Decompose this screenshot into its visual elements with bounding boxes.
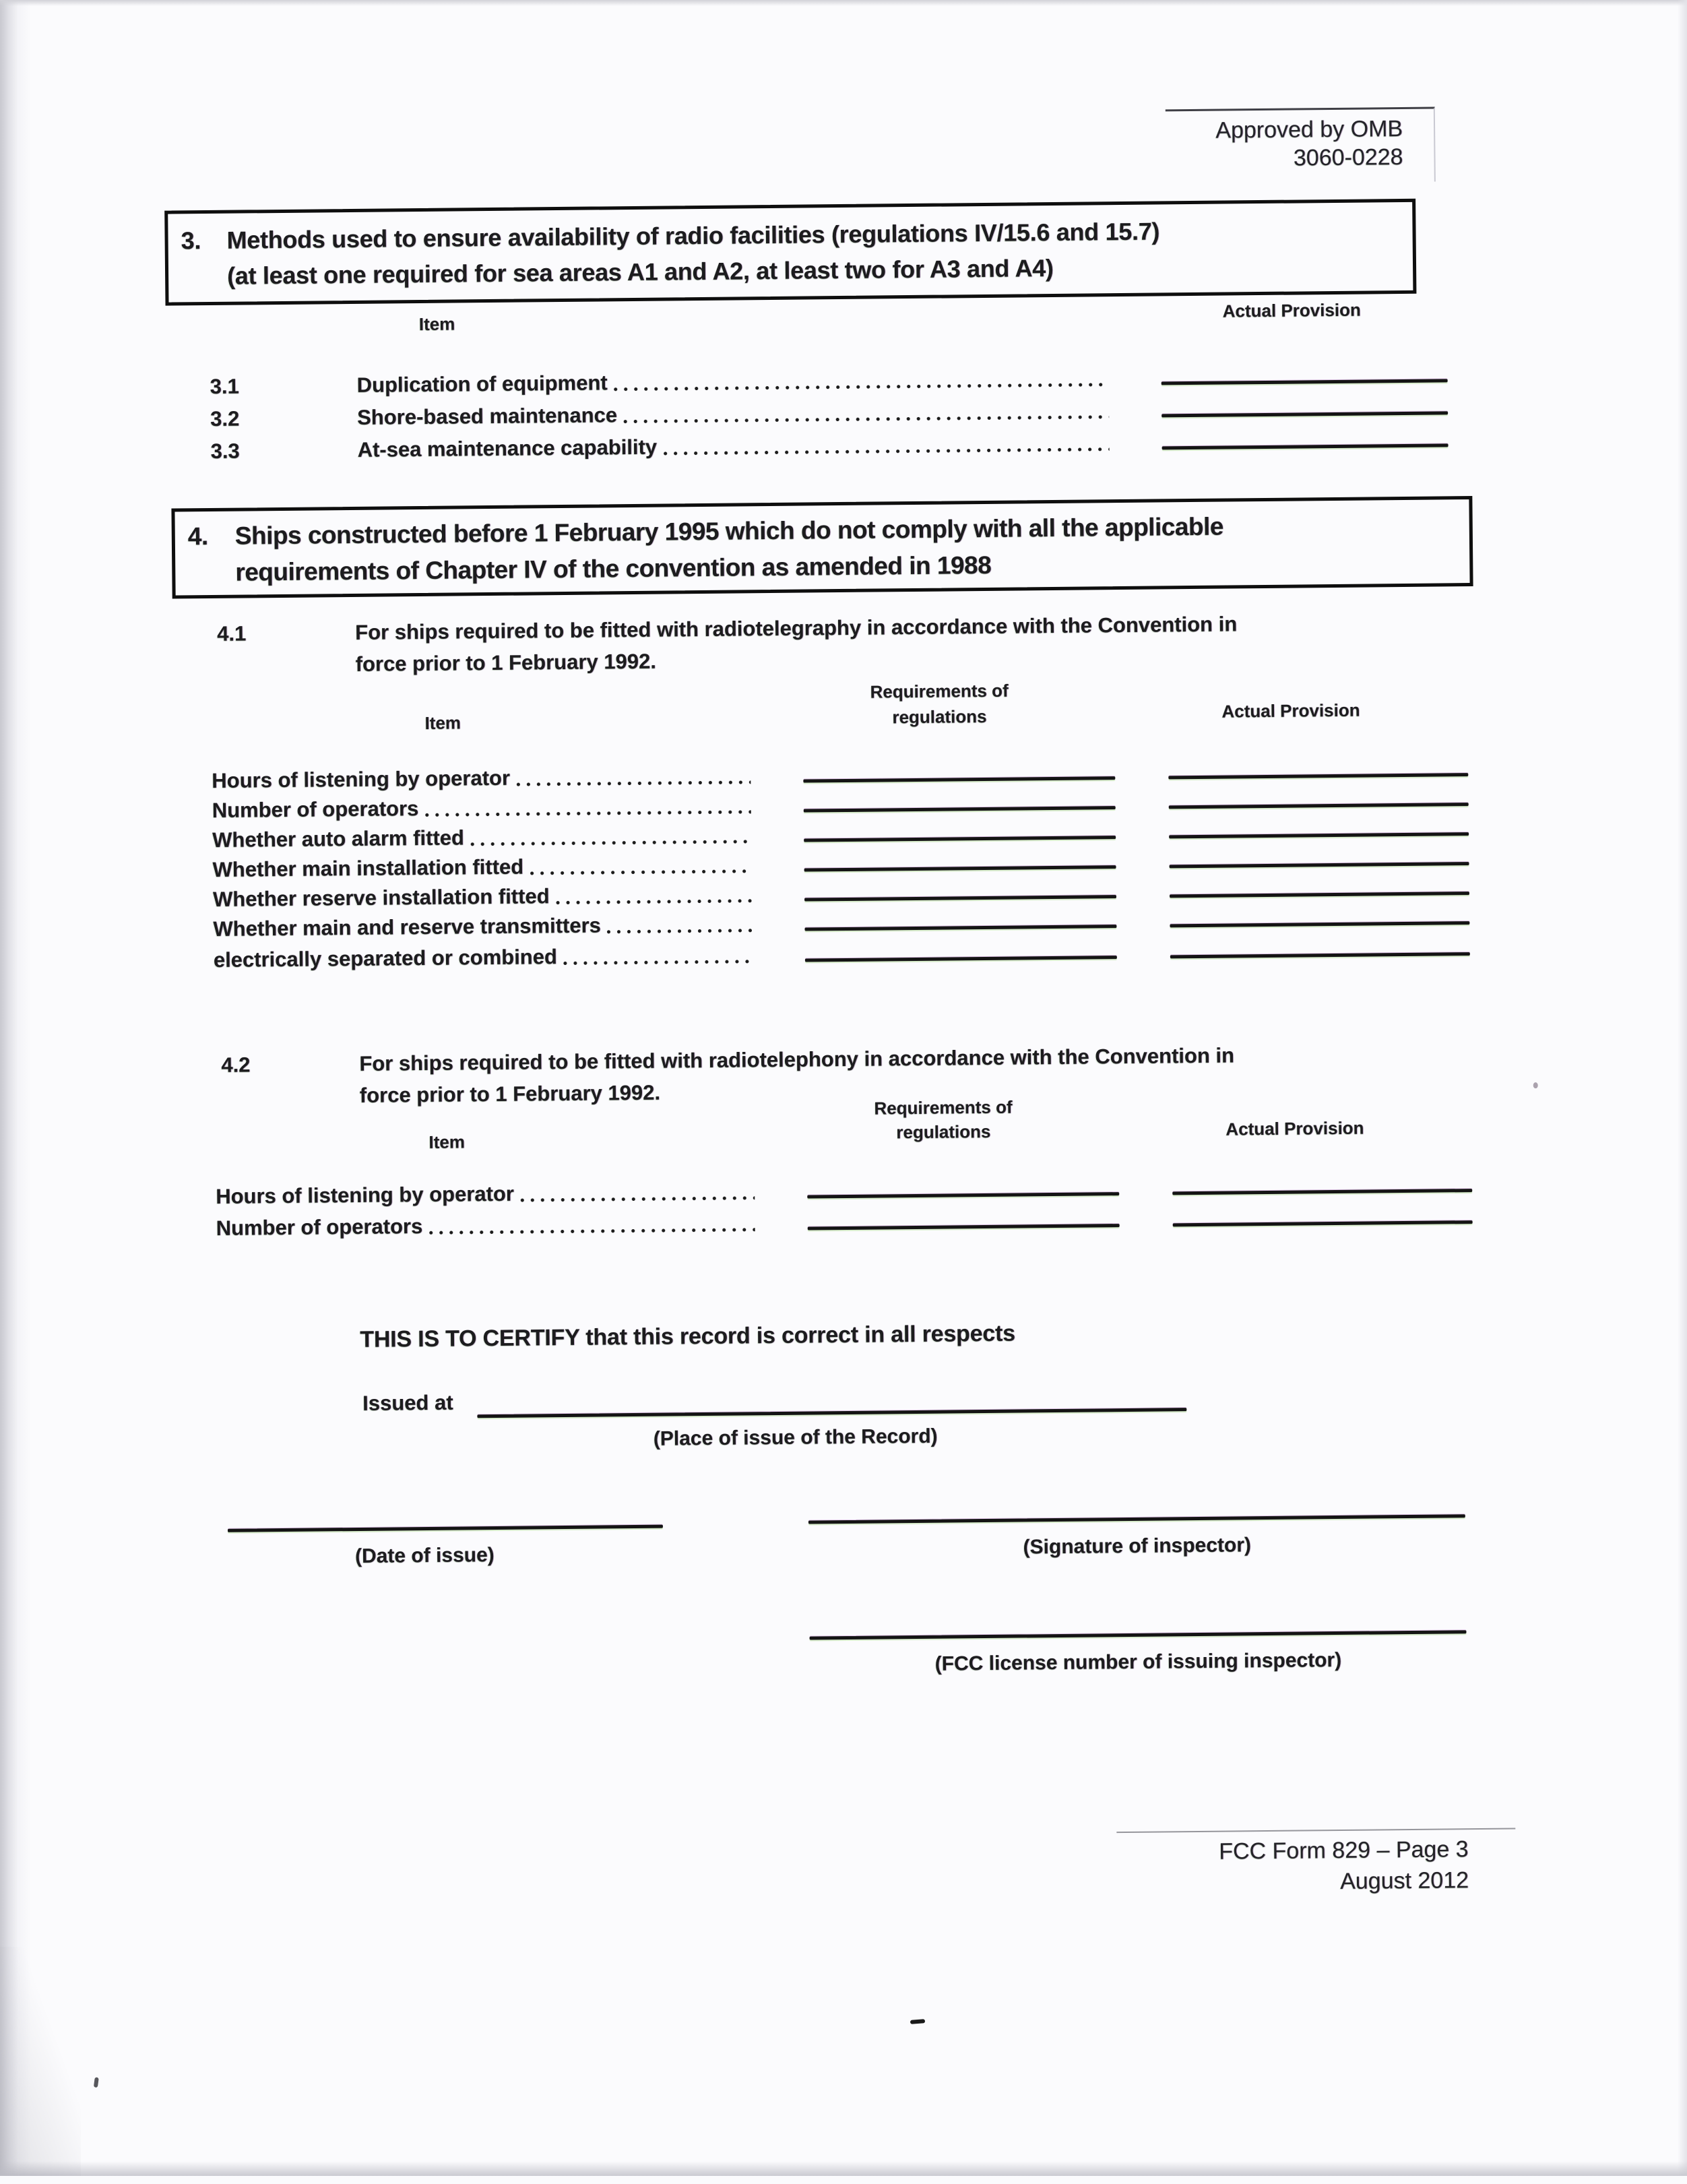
form-number-text: FCC Form 829 – Page 3 bbox=[1219, 1836, 1469, 1865]
form-row bbox=[216, 1201, 1472, 1240]
omb-control-number: 3060-0228 bbox=[1293, 144, 1403, 171]
section4-heading-box bbox=[171, 496, 1473, 599]
dotted-leader bbox=[428, 1228, 755, 1235]
dotted-leader bbox=[556, 899, 752, 904]
omb-approval-text: Approved by OMB bbox=[1215, 115, 1403, 144]
signature-blank-line bbox=[808, 1514, 1465, 1524]
dotted-leader bbox=[516, 780, 751, 786]
actual-provision-blank-line bbox=[1170, 952, 1470, 958]
row-label: Number of operators bbox=[216, 1214, 423, 1240]
row-number: 3.3 bbox=[210, 439, 240, 463]
requirements-column-header-line2: regulations bbox=[896, 1121, 991, 1143]
dotted-leader bbox=[607, 929, 753, 933]
row-label: Shore-based maintenance bbox=[356, 403, 618, 429]
scan-edge-shadow-top bbox=[0, 0, 1687, 6]
section4-number: 4. bbox=[187, 522, 208, 551]
requirements-blank-line bbox=[804, 865, 1116, 871]
dotted-leader bbox=[563, 960, 753, 965]
row-label: Hours of listening by operator bbox=[212, 766, 511, 792]
row-label: Whether main and reserve transmitters bbox=[213, 913, 601, 941]
scan-edge-shadow-left bbox=[0, 0, 31, 2176]
actual-provision-blank-line bbox=[1161, 379, 1448, 385]
form-date-text: August 2012 bbox=[1339, 1867, 1469, 1894]
actual-provision-blank-line bbox=[1168, 773, 1468, 779]
place-of-issue-caption: (Place of issue of the Record) bbox=[653, 1425, 938, 1450]
requirements-blank-line bbox=[803, 776, 1115, 782]
row-label: At-sea maintenance capability bbox=[357, 435, 658, 462]
actual-provision-column-header: Actual Provision bbox=[1222, 299, 1361, 321]
signature-caption: (Signature of inspector) bbox=[1023, 1534, 1252, 1559]
scan-edge-shadow-right bbox=[1678, 0, 1687, 2176]
certification-lead: THIS IS TO CERTIFY bbox=[360, 1324, 580, 1352]
actual-provision-blank-line bbox=[1173, 1220, 1473, 1226]
sub41-paragraph: For ships required to be fitted with radiotelegraphy in accordance with the Convention in force prior to 1 February 1992. bbox=[355, 612, 1238, 676]
row-label: electrically separated or combined bbox=[213, 945, 557, 972]
scan-artifact-dash bbox=[910, 2019, 925, 2024]
section3-title-line2: (at least one required for sea areas A1 and A2, at least two for A3 and A4) bbox=[226, 253, 1054, 290]
sub41-number: 4.1 bbox=[217, 621, 247, 646]
requirements-blank-line bbox=[804, 895, 1116, 901]
form-row-3-1 bbox=[210, 359, 1447, 398]
omb-approval-box bbox=[1166, 107, 1436, 185]
scan-artifact-speck bbox=[94, 2077, 99, 2088]
page-footer bbox=[1116, 1828, 1516, 1899]
row-label: Hours of listening by operator bbox=[216, 1181, 515, 1208]
requirements-column-header: Requirements of bbox=[874, 1096, 1013, 1119]
form-row-3-3 bbox=[210, 424, 1448, 463]
fcc-license-blank-line bbox=[810, 1630, 1467, 1640]
date-caption: (Date of issue) bbox=[354, 1544, 495, 1568]
item-column-header: Item bbox=[418, 313, 455, 335]
form-row-3-2 bbox=[210, 392, 1448, 431]
requirements-column-header: Requirements of bbox=[870, 680, 1009, 702]
row-label: Whether auto alarm fitted bbox=[212, 825, 465, 852]
sub42-number: 4.2 bbox=[221, 1053, 251, 1077]
certification-statement bbox=[360, 1321, 1015, 1353]
sub42-paragraph: For ships required to be fitted with radiotelephony in accordance with the Convention in force prior to 1 February 1992. bbox=[359, 1043, 1235, 1107]
issued-at-blank-line bbox=[477, 1408, 1186, 1418]
actual-provision-blank-line bbox=[1169, 803, 1469, 809]
date-blank-line bbox=[228, 1525, 663, 1532]
dotted-leader bbox=[663, 447, 1110, 455]
dotted-leader bbox=[520, 1196, 755, 1202]
actual-provision-blank-line bbox=[1162, 443, 1449, 449]
row-label: Whether reserve installation fitted bbox=[212, 884, 550, 911]
actual-provision-blank-line bbox=[1170, 921, 1469, 927]
section3-heading-box bbox=[164, 199, 1416, 306]
scan-edge-shadow-bottom bbox=[0, 2161, 1687, 2176]
dotted-leader bbox=[424, 810, 751, 817]
row-label: Duplication of equipment bbox=[356, 371, 608, 397]
section3-number: 3. bbox=[181, 226, 201, 255]
section3-title-line1: 3. Methods used to ensure availability of radio facilities (regulations IV/15.6 and 15.7) bbox=[181, 211, 1407, 258]
section4-title-line1: 4. Ships constructed before 1 February 1995 which do not comply with all the applicable bbox=[188, 506, 1464, 555]
row-label: Whether main installation fitted bbox=[212, 854, 524, 881]
row-number: 3.2 bbox=[210, 406, 240, 431]
actual-provision-column-header: Actual Provision bbox=[1226, 1117, 1364, 1140]
certification-rest: that this record is correct in all respects bbox=[579, 1320, 1016, 1350]
requirements-blank-line bbox=[804, 925, 1116, 931]
requirements-blank-line bbox=[804, 806, 1116, 812]
item-column-header: Item bbox=[424, 712, 461, 733]
dotted-leader bbox=[614, 383, 1109, 391]
actual-provision-blank-line bbox=[1172, 1189, 1472, 1195]
actual-provision-column-header: Actual Provision bbox=[1221, 699, 1360, 722]
requirements-blank-line bbox=[804, 836, 1116, 842]
item-column-header: Item bbox=[428, 1131, 466, 1152]
section4-title-line2: requirements of Chapter IV of the convention as amended in 1988 bbox=[235, 551, 992, 586]
actual-provision-blank-line bbox=[1170, 892, 1469, 898]
requirements-blank-line bbox=[807, 1192, 1119, 1198]
requirements-blank-line bbox=[808, 1224, 1120, 1230]
actual-provision-blank-line bbox=[1170, 862, 1469, 868]
requirements-blank-line bbox=[805, 956, 1117, 962]
requirements-column-header-line2: regulations bbox=[892, 706, 987, 728]
dotted-leader bbox=[530, 869, 751, 875]
row-label: Number of operators bbox=[212, 797, 419, 822]
scan-artifact-speck bbox=[1533, 1082, 1538, 1088]
row-number: 3.1 bbox=[210, 374, 239, 398]
scan-corner-shadow bbox=[0, 1947, 81, 2176]
actual-provision-blank-line bbox=[1161, 411, 1448, 417]
fcc-license-caption: (FCC license number of issuing inspector) bbox=[934, 1648, 1342, 1675]
dotted-leader bbox=[623, 415, 1109, 423]
dotted-leader bbox=[470, 840, 751, 846]
issued-at-label: Issued at bbox=[362, 1390, 453, 1415]
actual-provision-blank-line bbox=[1169, 832, 1469, 838]
